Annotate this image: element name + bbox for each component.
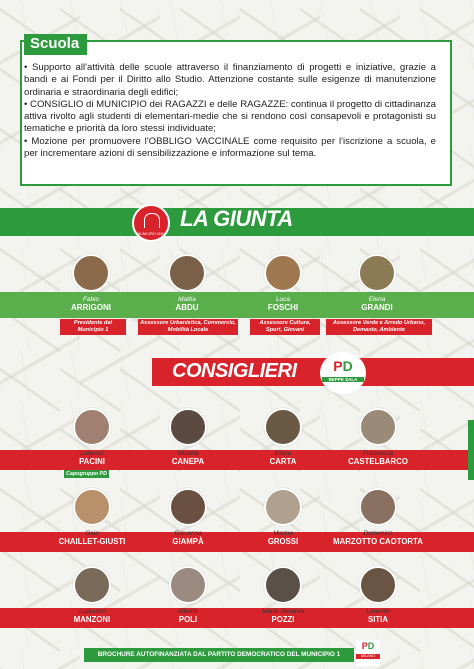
footer-logo-letters: PD (361, 641, 375, 651)
member-first-name: Domenico (363, 530, 393, 537)
avatar (359, 566, 397, 604)
member-last-name: CANEPA (171, 457, 205, 466)
avatar (169, 408, 207, 446)
member-role: Presidente del Municipio 1 (60, 319, 126, 335)
avatar (73, 408, 111, 446)
avatar (264, 566, 302, 604)
consigliere-member (42, 450, 142, 466)
member-first-name: Ludovico (78, 608, 106, 615)
avatar (359, 408, 397, 446)
footer-banner: BROCHURE AUTOFINANZIATA DAL PARTITO DEMOCRATICO DEL MUNICIPIO 1 (84, 648, 354, 662)
member-first-name: Giovanna (174, 530, 202, 537)
municipio-logo-text: MUNICIPIO UNO (137, 232, 165, 236)
member-first-name: Gaia (85, 530, 99, 537)
avatar (359, 488, 397, 526)
member-first-name: Elena (274, 450, 292, 457)
member-first-name: Marina (273, 530, 293, 537)
member-first-name: Lorenzo (366, 608, 390, 615)
member-first-name: Maria Stefania (262, 608, 304, 615)
member-last-name: ARRIGONI (71, 303, 111, 312)
member-last-name: POLI (178, 615, 198, 624)
consigliere-member (42, 608, 142, 624)
scuola-item: • Mozione per promuovere l'OBBLIGO VACCINALE come requisito per l'iscrizione a scuola, e per incrementare azioni di sensibilizzazione e informazione sul tema. (24, 135, 436, 160)
member-last-name: POZZI (271, 615, 295, 624)
side-accent-bar (468, 420, 474, 480)
consigliere-member (138, 608, 238, 624)
member-first-name: Alberto (177, 608, 199, 615)
consigliere-member (233, 608, 333, 624)
municipio-logo (132, 204, 170, 242)
avatar (73, 488, 111, 526)
giunta-member (56, 296, 126, 312)
consigliere-member (328, 608, 428, 624)
consigliere-member (233, 450, 333, 466)
member-last-name: SITIA (368, 615, 388, 624)
avatar (168, 254, 206, 292)
dome-icon (144, 213, 160, 228)
member-first-name: Fabio (82, 296, 100, 303)
member-last-name: ABDU (175, 303, 199, 312)
consigliere-member (138, 530, 238, 546)
member-role: Assessore Verde e Arredo Urbano, Demanio, Ambiente (326, 319, 432, 335)
avatar (264, 254, 302, 292)
consigliere-member (42, 530, 142, 546)
footer-logo-sub: MILANO (356, 654, 380, 659)
member-last-name: PACINI (79, 457, 105, 466)
member-last-name: CHAILLET-GIUSTI (58, 537, 126, 546)
avatar (264, 488, 302, 526)
giunta-member (342, 296, 412, 312)
consigliere-member (138, 450, 238, 466)
scuola-item: • CONSIGLIO di MUNICIPIO dei RAGAZZI e delle RAGAZZE: continua il progetto di cittadinanza attiva rivolto agli studenti di elementari-medie che si rendono così consapevoli e protagonisti su tematiche e priorità da loro stessi individuate; (24, 98, 436, 135)
pd-milano-logo (356, 640, 380, 666)
member-first-name: Elena (368, 296, 386, 303)
scuola-list (24, 62, 436, 160)
avatar (169, 566, 207, 604)
pd-logo (320, 352, 366, 394)
consigliere-member (328, 530, 428, 546)
avatar (72, 254, 110, 292)
member-last-name: MARZOTTO CAOTORTA (333, 537, 423, 546)
member-first-name: Luca (275, 296, 291, 303)
member-last-name: MANZONI (73, 615, 111, 624)
member-first-name: Modela (177, 450, 199, 457)
giunta-member (248, 296, 318, 312)
member-last-name: FOSCHI (267, 303, 299, 312)
member-last-name: GIAMPÀ (172, 537, 204, 546)
member-first-name: Mattia (178, 296, 196, 303)
pd-logo-letters: PD (333, 358, 353, 374)
capogruppo-badge: Capogruppo PD (66, 471, 108, 477)
consiglieri-title: CONSIGLIERI (172, 360, 297, 382)
member-last-name: GROSSI (267, 537, 299, 546)
avatar (169, 488, 207, 526)
avatar (358, 254, 396, 292)
member-first-name: Francesca (362, 450, 394, 457)
member-role: Assessore Cultura, Sport, Giovani (250, 319, 320, 335)
pd-logo-sub: BEPPE SALA (322, 377, 364, 382)
avatar (73, 566, 111, 604)
member-last-name: GRANDI (361, 303, 393, 312)
consigliere-member (233, 530, 333, 546)
avatar (264, 408, 302, 446)
scuola-title: Scuola (24, 34, 87, 55)
giunta-title: LA GIUNTA (180, 206, 293, 231)
member-last-name: CASTELBARCO (348, 457, 408, 466)
giunta-member (152, 296, 222, 312)
member-first-name: Lorenzo (80, 450, 104, 457)
member-last-name: CARTA (269, 457, 297, 466)
member-role: Assessore Urbanistica, Commercio, Mobilità Locale (138, 319, 238, 335)
scuola-item: • Supporto all'attività delle scuole attraverso il finanziamento di progetti e iniziative, grazie a bandi e ai Fondi per il Diritto allo Studio. Attenzione costante sulle esigenze di manutenzione ordinaria e straordinaria degli edifici; (24, 62, 436, 98)
consigliere-member (328, 450, 428, 466)
